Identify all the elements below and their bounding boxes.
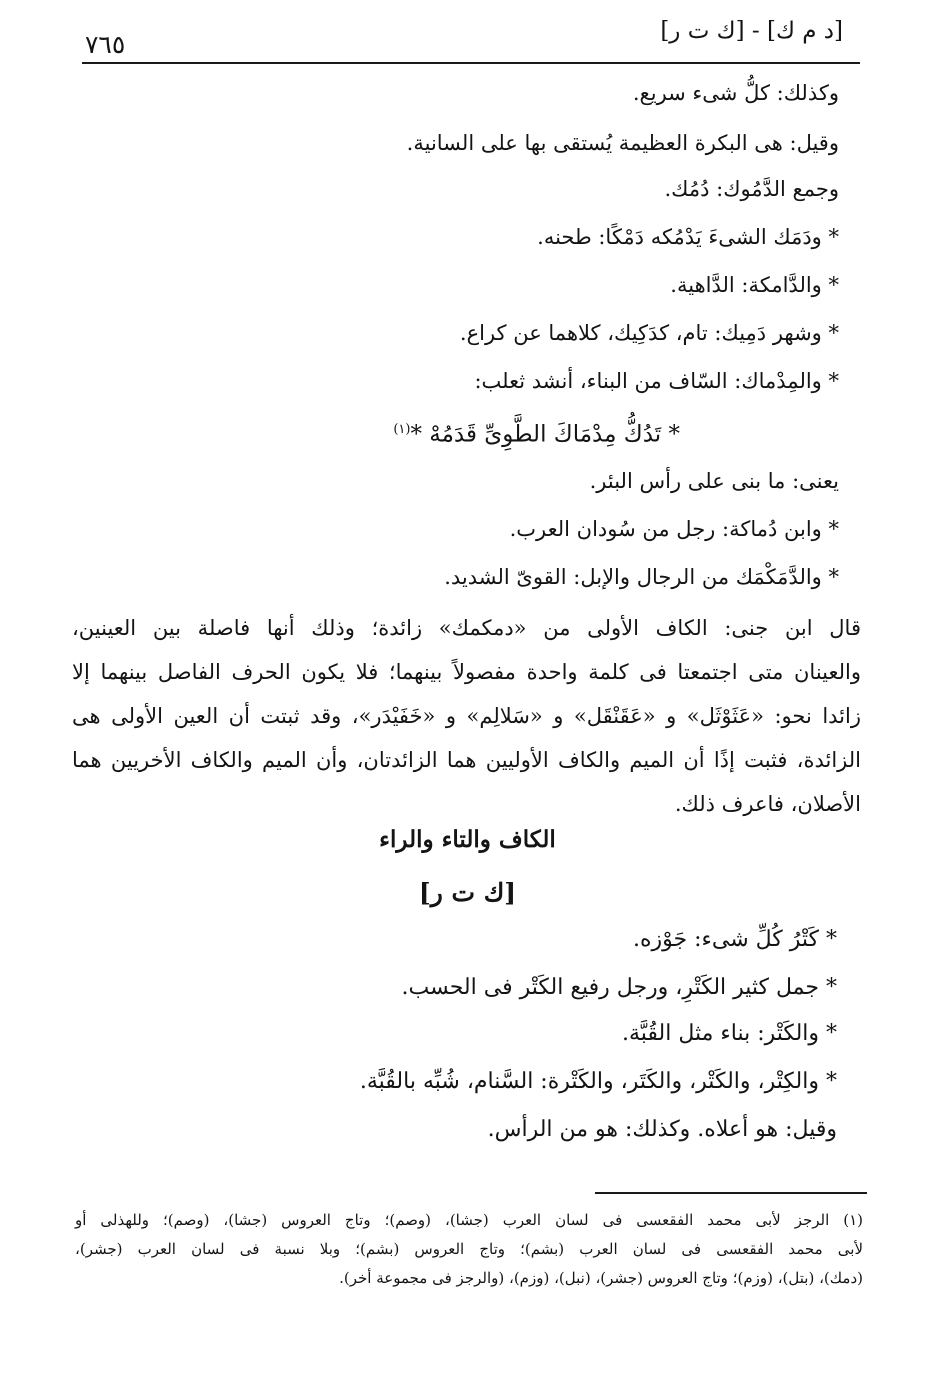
page-number: ٧٦٥ — [85, 30, 126, 59]
paragraph-line: الزائدة، فثبت إذًا أن الميم والكاف الأوليين هما الزائدتان، وأن الميم والكاف الأخريين هما — [72, 748, 861, 772]
footnote-line: (دمك)، (بتل)، (وزم)؛ وتاج العروس (جشر)، (نبل)، (وزم)، (والرجز فى مجموعة أخر). — [339, 1269, 863, 1287]
paragraph-line: قال ابن جنى: الكاف الأولى من «دمكمك» زائدة؛ وذلك أنها فاصلة بين العينين، — [72, 616, 861, 640]
entry-line: * ودَمَك الشىءَ يَدْمُكه دَمْكًا: طحنه. — [537, 225, 839, 249]
verse-text: * تَدُكُّ مِدْمَاكَ الطَّوِىِّ قَدَمُهْ * — [410, 421, 680, 448]
entry-line: وقيل: هو أعلاه. وكذلك: هو من الرأس. — [487, 1117, 837, 1142]
footnote-line: لأبى محمد الفقعسى فى لسان العرب (بشم)؛ وتاج العروس (بشم)؛ وبلا نسبة فى لسان العرب (جشر)، — [75, 1240, 863, 1258]
entry-line: * والمِدْماك: السّاف من البناء، أنشد ثعلب: — [474, 369, 839, 393]
running-header-root: [د م ك] - [ك ت ر] — [660, 18, 843, 44]
paragraph-line: والعينان متى اجتمعتا فى كلمة واحدة مفصولاً بينهما؛ فلا يكون الحرف الفاصل بينهما إلا — [72, 660, 861, 684]
paragraph-line: الأصلان، فاعرف ذلك. — [674, 792, 861, 816]
paragraph-line: زائدا نحو: «عَثَوْثَل» و «عَقَنْقَل» و «سَلالِم» و «خَفَيْدَر»، وقد ثبتت أن العين الأولى هى — [72, 704, 861, 728]
verse-line — [393, 415, 680, 450]
entry-line: * وابن دُماكة: رجل من سُودان العرب. — [509, 517, 839, 541]
entry-line: * والدَّمَكْمَك من الرجال والإبل: القوىّ الشديد. — [444, 565, 839, 589]
entry-line: * وشهر دَمِيك: تام، كدَكِيك، كلاهما عن كراع. — [459, 321, 839, 345]
footnote-rule — [595, 1192, 867, 1194]
section-root: [ك ت ر] — [418, 878, 517, 907]
entry-line: يعنى: ما بنى على رأس البئر. — [589, 469, 839, 493]
entry-line: * والكَتْر: بناء مثل القُبَّة. — [621, 1021, 837, 1046]
commentary-paragraph — [72, 606, 861, 826]
header-rule — [82, 62, 860, 64]
footnote-line: (١) الرجز لأبى محمد الفقعسى فى لسان العرب (جشا)، (وصم)؛ وتاج العروس (جشا)، (وصم)؛ وللهذلى أو — [75, 1211, 863, 1229]
footnotes — [75, 1206, 863, 1293]
section-title: الكاف والتاء والراء — [379, 826, 556, 853]
entry-line: * كَتْرُ كُلِّ شىء: جَوْزه. — [633, 927, 837, 952]
entry-line: * جمل كثير الكَتْرِ، ورجل رفيع الكَتْر فى الحسب. — [401, 975, 837, 1000]
entry-line: * والدَّامكة: الدَّاهية. — [670, 273, 839, 297]
entry-line: وقيل: هى البكرة العظيمة يُستقى بها على السانية. — [406, 131, 839, 155]
entry-line: وكذلك: كلُّ شىء سريع. — [632, 81, 839, 105]
footnote-ref: (١) — [393, 422, 411, 437]
entry-line: * والكِتْر، والكَتْر، والكَتَر، والكَتْرة: السَّنام، شُبِّه بالقُبَّة. — [359, 1069, 837, 1094]
entry-line: وجمع الدَّمُوك: دُمُك. — [664, 177, 839, 201]
